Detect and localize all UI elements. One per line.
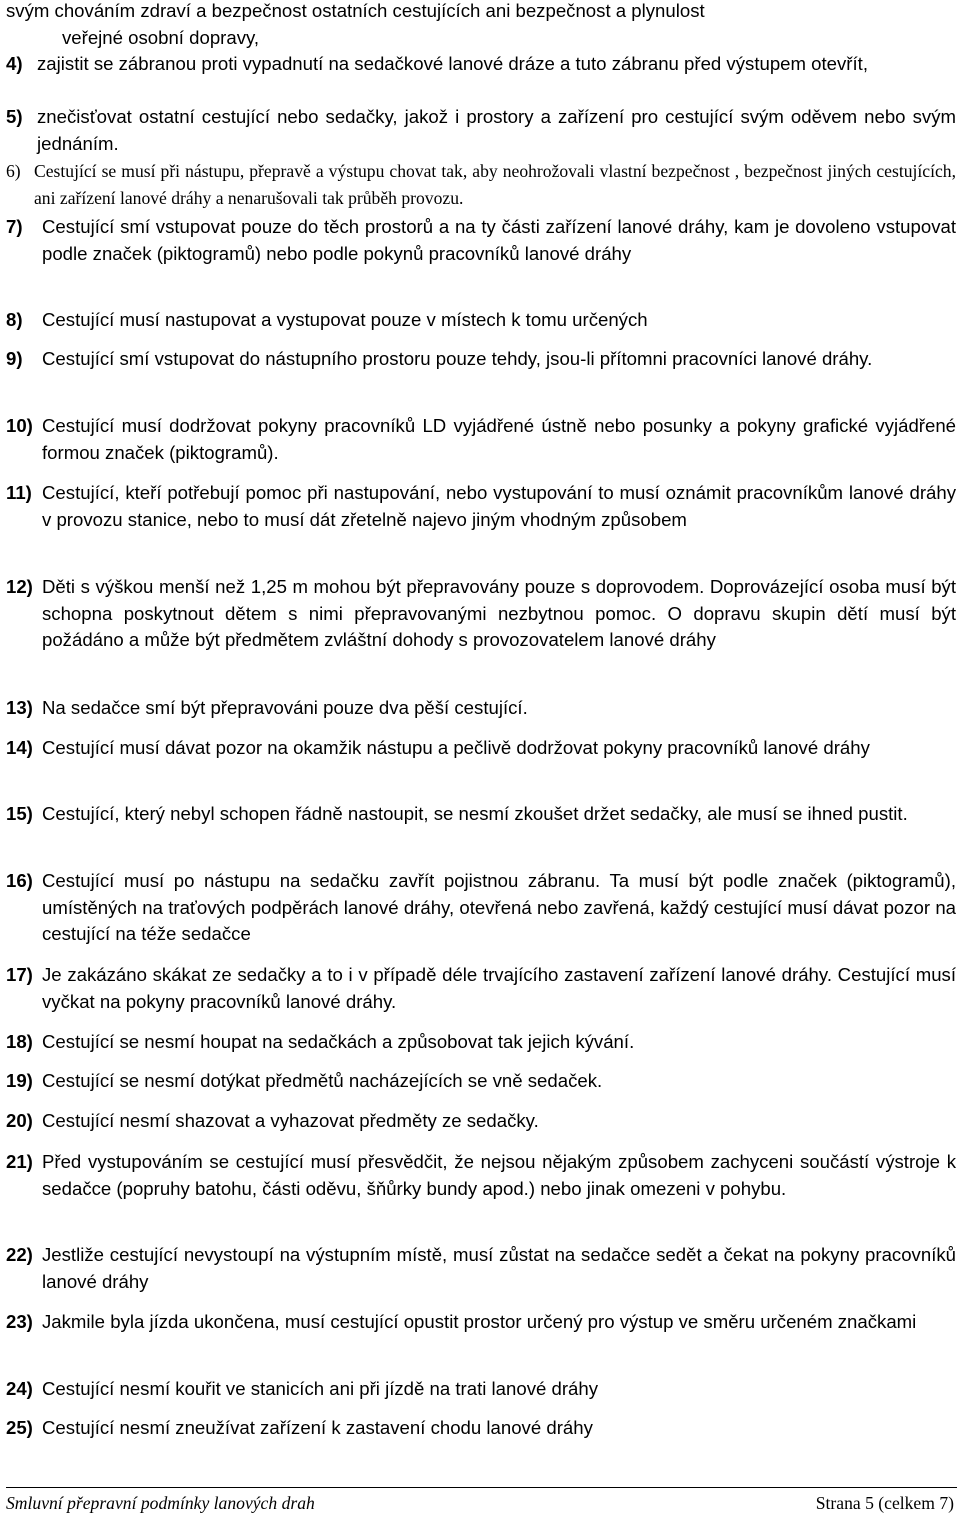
- item-number: 12): [6, 576, 33, 597]
- item-number: 7): [6, 216, 23, 237]
- item-text: zajistit se zábranou proti vypadnutí na sedačkové lanové dráze a tuto zábranu před výstupem otevřít,: [37, 53, 868, 74]
- item-text: Cestující se musí při nástupu, přepravě a výstupu chovat tak, aby neohrožovali vlastní bezpečnost , bezpečnost jiných cestujících, ani zařízení lanové dráhy a nenarušovali tak průběh provozu.: [34, 161, 956, 208]
- list-item-8: [6, 307, 956, 334]
- item-number: 9): [6, 348, 23, 369]
- list-item-6: [6, 158, 956, 211]
- list-item-17: [6, 962, 956, 1015]
- list-item-18: [6, 1029, 956, 1056]
- list-item-22: [6, 1242, 956, 1295]
- list-item-10: [6, 413, 956, 466]
- list-item-7: [6, 214, 956, 267]
- item-text: Jakmile byla jízda ukončena, musí cestující opustit prostor určený pro výstup ve směru určeném značkami: [42, 1311, 917, 1332]
- footer-page-number: Strana 5 (celkem 7): [815, 1493, 954, 1513]
- list-item-25: [6, 1415, 956, 1442]
- list-item-9: [6, 346, 956, 373]
- item-text: Cestující se nesmí houpat na sedačkách a způsobovat tak jejich kývání.: [42, 1031, 635, 1052]
- list-item-11: [6, 480, 956, 533]
- item-number: 8): [6, 309, 23, 330]
- continuation-line-2: veřejné osobní dopravy,: [62, 26, 260, 48]
- continuation-paragraph: [6, 0, 960, 51]
- item-text: Cestující musí nastupovat a vystupovat pouze v místech k tomu určených: [42, 309, 648, 330]
- item-number: 6): [6, 161, 21, 181]
- item-text: znečisťovat ostatní cestující nebo sedačky, jakož i prostory a zařízení pro cestující svým oděvem nebo svým jednáním.: [37, 106, 956, 154]
- list-item-24: [6, 1376, 956, 1403]
- item-text: Cestující nesmí zneužívat zařízení k zastavení chodu lanové dráhy: [42, 1417, 593, 1438]
- item-number: 11): [6, 482, 32, 503]
- list-item-19: [6, 1068, 956, 1095]
- item-text: Cestující musí po nástupu na sedačku zavřít pojistnou zábranu. Ta musí být podle značek (piktogramů), umístěných na traťových podpěrách lanové dráhy, otevřená nebo zavřená, každý cestující musí dávat pozor na cestující na téže sedačce: [42, 870, 956, 945]
- item-number: 10): [6, 415, 33, 436]
- item-number: 14): [6, 737, 33, 758]
- list-item-23: [6, 1309, 956, 1336]
- list-item-21: [6, 1149, 956, 1202]
- list-item-15: [6, 801, 956, 828]
- item-text: Cestující smí vstupovat pouze do těch prostorů a na ty části zařízení lanové dráhy, kam je dovoleno vstupovat podle značek (piktogramů) nebo podle pokynů pracovníků lanové dráhy: [42, 216, 956, 264]
- list-item-16: [6, 868, 956, 948]
- item-text: Cestující, který nebyl schopen řádně nastoupit, se nesmí zkoušet držet sedačky, ale musí se ihned pustit.: [42, 803, 908, 824]
- item-number: 13): [6, 697, 33, 718]
- item-number: 4): [6, 53, 23, 74]
- item-number: 25): [6, 1417, 33, 1438]
- item-text: Jestliže cestující nevystoupí na výstupním místě, musí zůstat na sedačce sedět a čekat na pokyny pracovníků lanové dráhy: [42, 1244, 956, 1292]
- list-item-4: [6, 51, 956, 78]
- item-text: Děti s výškou menší než 1,25 m mohou být přepravovány pouze s doprovodem. Doprovázející osoba musí být schopna poskytnout dětem s nimi přepravovanými nezbytnou pomoc. O dopravu skupin dětí musí být požádáno a může být předmětem zvláštní dohody s provozovatelem lanové dráhy: [42, 576, 956, 651]
- list-item-12: [6, 574, 956, 654]
- list-item-14: [6, 735, 956, 762]
- item-number: 24): [6, 1378, 33, 1399]
- item-number: 15): [6, 803, 33, 824]
- item-text: Cestující nesmí shazovat a vyhazovat předměty ze sedačky.: [42, 1110, 539, 1131]
- footer-document-title: Smluvní přepravní podmínky lanových drah: [6, 1493, 315, 1513]
- list-item-20: [6, 1108, 956, 1135]
- item-number: 21): [6, 1151, 33, 1172]
- item-number: 20): [6, 1110, 33, 1131]
- item-number: 5): [6, 106, 23, 127]
- item-text: Cestující musí dávat pozor na okamžik nástupu a pečlivě dodržovat pokyny pracovníků lanové dráhy: [42, 737, 870, 758]
- item-text: Cestující se nesmí dotýkat předmětů nacházejících se vně sedaček.: [42, 1070, 603, 1091]
- item-text: Cestující smí vstupovat do nástupního prostoru pouze tehdy, jsou-li přítomni pracovníci lanové dráhy.: [42, 348, 873, 369]
- item-text: Před vystupováním se cestující musí přesvědčit, že nejsou nějakým způsobem zachyceni součástí výstroje k sedačce (popruhy batohu, části oděvu, šňůrky bundy apod.) nebo jinak omezeni v pohybu.: [42, 1151, 956, 1199]
- footer-divider: [6, 1487, 957, 1488]
- item-number: 23): [6, 1311, 33, 1332]
- continuation-line-1: svým chováním zdraví a bezpečnost ostatních cestujících ani bezpečnost a plynulost: [6, 0, 705, 21]
- item-text: Je zakázáno skákat ze sedačky a to i v případě déle trvajícího zastavení zařízení lanové dráhy. Cestující musí vyčkat na pokyny pracovníků lanové dráhy.: [42, 964, 956, 1012]
- list-item-13: [6, 695, 956, 722]
- item-number: 16): [6, 870, 33, 891]
- item-number: 19): [6, 1070, 33, 1091]
- list-item-5: [6, 104, 956, 157]
- item-text: Cestující musí dodržovat pokyny pracovníků LD vyjádřené ústně nebo posunky a pokyny grafické vyjádřené formou značek (piktogramů).: [42, 415, 956, 463]
- item-text: Cestující nesmí kouřit ve stanicích ani při jízdě na trati lanové dráhy: [42, 1378, 599, 1399]
- item-text: Na sedačce smí být přepravováni pouze dva pěší cestující.: [42, 697, 528, 718]
- item-number: 18): [6, 1031, 33, 1052]
- item-text: Cestující, kteří potřebují pomoc při nastupování, nebo vystupování to musí oznámit pracovníkům lanové dráhy v provozu stanice, nebo to musí dát zřetelně najevo jiným vhodným způsobem: [42, 482, 956, 530]
- item-number: 22): [6, 1244, 33, 1265]
- item-number: 17): [6, 964, 33, 985]
